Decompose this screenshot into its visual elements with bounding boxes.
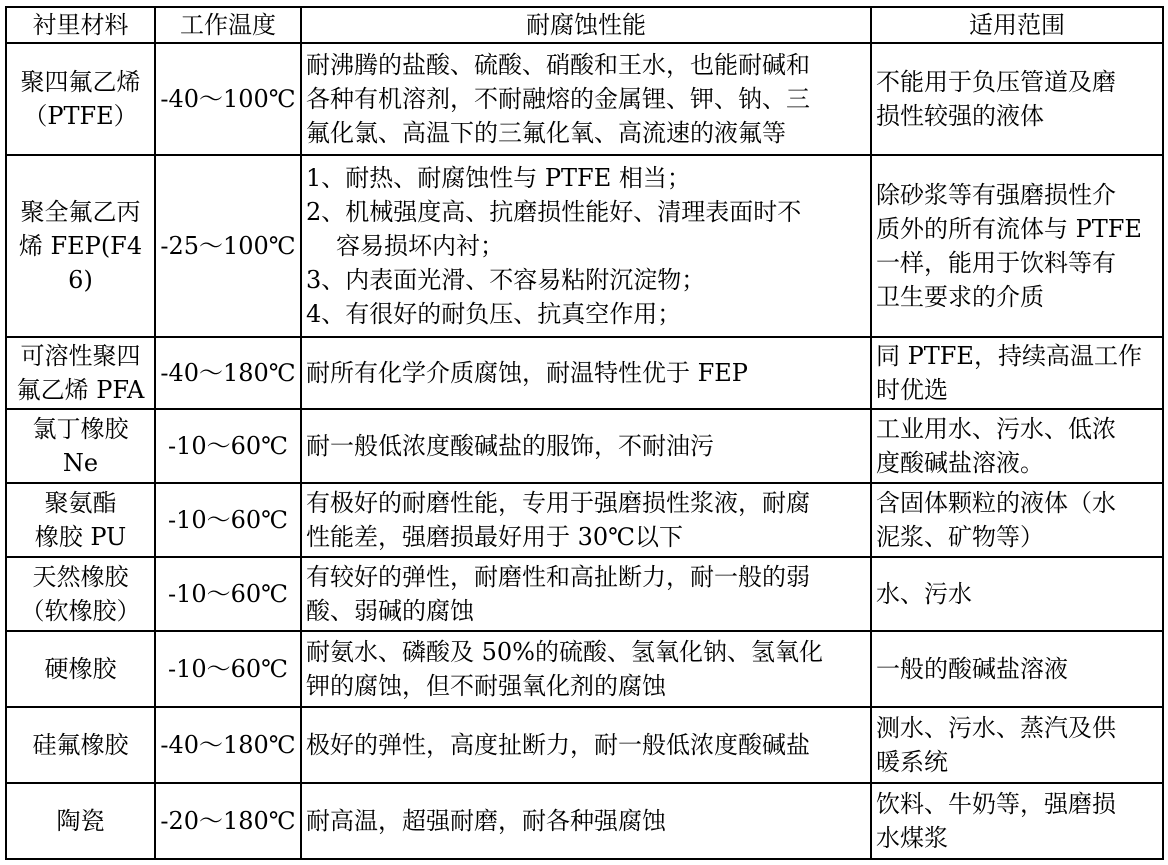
corrosion-cell-line: 3、内表面光滑、不容易粘附沉淀物； [306, 266, 706, 294]
material-cell-line: 橡胶 PU [34, 523, 127, 551]
material-cell [6, 409, 155, 483]
corrosion-cell [301, 43, 871, 155]
material-cell-line: 硅氟橡胶 [32, 731, 129, 759]
material-cell [6, 483, 155, 557]
material-cell-line: Ne [62, 449, 99, 477]
application-cell [871, 631, 1163, 707]
table-row [6, 707, 1163, 783]
table-row [6, 631, 1163, 707]
material-cell-line: 烯 FEP(F46) [18, 232, 143, 294]
header-temperature: 工作温度 [155, 7, 301, 43]
table-row [6, 483, 1163, 557]
header-material: 衬里材料 [6, 7, 155, 43]
material-cell [6, 631, 155, 707]
corrosion-cell [301, 409, 871, 483]
application-cell-line: 含固体颗粒的液体（水 [876, 489, 1116, 517]
application-cell [871, 707, 1163, 783]
material-cell [6, 783, 155, 859]
application-cell-line: 同 PTFE，持续高温工作 [876, 342, 1142, 370]
material-cell [6, 707, 155, 783]
application-cell-line: 度酸碱盐溶液。 [876, 449, 1044, 477]
corrosion-cell-line: 耐高温，超强耐磨，耐各种强腐蚀 [306, 807, 666, 835]
application-cell [871, 409, 1163, 483]
table-row [6, 337, 1163, 409]
header-corrosion: 耐腐蚀性能 [301, 7, 871, 43]
corrosion-cell-line: 1、耐热、耐腐蚀性与 PTFE 相当； [306, 164, 691, 192]
application-cell-line: 工业用水、污水、低浓 [876, 415, 1116, 443]
material-cell-line: 聚全氟乙丙 [20, 198, 141, 226]
corrosion-cell [301, 783, 871, 859]
table-row [6, 43, 1163, 155]
material-cell-line: 聚氨酯 [44, 489, 117, 517]
application-cell-line: 质外的所有流体与 PTFE [876, 215, 1142, 243]
application-cell-line: 水、污水 [876, 580, 972, 608]
temperature-cell: -25～100℃ [155, 155, 301, 337]
application-cell-line: 不能用于负压管道及磨 [876, 68, 1116, 96]
corrosion-cell-line: 有极好的耐磨性能，专用于强磨损性浆液，耐腐 [306, 489, 810, 517]
application-cell [871, 483, 1163, 557]
corrosion-cell-line: 2、机械强度高、抗磨损性能好、清理表面时不 [306, 198, 802, 226]
header-row [6, 7, 1163, 43]
application-cell-line: 损性较强的液体 [876, 102, 1044, 130]
temperature-cell: -40～180℃ [155, 337, 301, 409]
application-cell-line: 水煤浆 [876, 824, 948, 852]
corrosion-cell-line: 4、有很好的耐负压、抗真空作用； [306, 300, 682, 328]
table-row [6, 409, 1163, 483]
corrosion-cell-line: 各种有机溶剂，不耐融熔的金属锂、钾、钠、三 [306, 85, 810, 113]
application-cell [871, 43, 1163, 155]
material-cell-line: 氯丁橡胶 [32, 415, 129, 443]
material-cell-line: 可溶性聚四 [20, 342, 141, 370]
application-cell-line: 泥浆、矿物等） [876, 523, 1044, 551]
temperature-cell: -40～180℃ [155, 707, 301, 783]
application-cell-line: 一样，能用于饮料等有 [876, 249, 1116, 277]
application-cell [871, 557, 1163, 631]
material-cell-line: 聚四氟乙烯 [20, 68, 141, 96]
corrosion-cell [301, 707, 871, 783]
material-cell-line: 天然橡胶 [32, 563, 129, 591]
temperature-cell: -10～60℃ [155, 409, 301, 483]
corrosion-cell-line: 氟化氯、高温下的三氟化氧、高流速的液氟等 [306, 119, 786, 147]
lining-materials-table [5, 6, 1164, 860]
material-cell-line: （软橡胶） [20, 597, 141, 625]
application-cell-line: 一般的酸碱盐溶液 [876, 655, 1068, 683]
table-row [6, 155, 1163, 337]
temperature-cell: -20～180℃ [155, 783, 301, 859]
application-cell [871, 337, 1163, 409]
table-row [6, 557, 1163, 631]
corrosion-cell-line: 极好的弹性，高度扯断力，耐一般低浓度酸碱盐 [306, 731, 810, 759]
application-cell [871, 155, 1163, 337]
material-cell [6, 155, 155, 337]
application-cell-line: 饮料、牛奶等，强磨损 [876, 790, 1116, 818]
application-cell-line: 暖系统 [876, 748, 948, 776]
corrosion-cell [301, 557, 871, 631]
corrosion-cell-line: 耐所有化学介质腐蚀，耐温特性优于 FEP [306, 359, 748, 387]
material-cell-line: （PTFE） [23, 102, 138, 130]
corrosion-cell [301, 337, 871, 409]
corrosion-cell [301, 483, 871, 557]
material-cell [6, 337, 155, 409]
corrosion-cell-line: 容易损坏内衬； [336, 232, 504, 260]
corrosion-cell-line: 酸、弱碱的腐蚀 [306, 597, 474, 625]
material-cell-line: 硬橡胶 [44, 655, 117, 683]
corrosion-cell-line: 有较好的弹性，耐磨性和高扯断力，耐一般的弱 [306, 563, 810, 591]
application-cell-line: 时优选 [876, 376, 948, 404]
application-cell-line: 卫生要求的介质 [876, 283, 1044, 311]
corrosion-cell-line: 性能差，强磨损最好用于 30℃以下 [306, 523, 684, 551]
corrosion-cell-line: 耐一般低浓度酸碱盐的服饰，不耐油污 [306, 432, 714, 460]
material-cell [6, 557, 155, 631]
temperature-cell: -10～60℃ [155, 557, 301, 631]
corrosion-cell-line: 耐氨水、磷酸及 50%的硫酸、氢氧化钠、氢氧化 [306, 638, 823, 666]
material-cell [6, 43, 155, 155]
corrosion-cell [301, 155, 871, 337]
application-cell-line: 测水、污水、蒸汽及供 [876, 714, 1116, 742]
application-cell-line: 除砂浆等有强磨损性介 [876, 181, 1116, 209]
temperature-cell: -40～100℃ [155, 43, 301, 155]
temperature-cell: -10～60℃ [155, 631, 301, 707]
temperature-cell: -10～60℃ [155, 483, 301, 557]
material-cell-line: 氟乙烯 PFA [16, 376, 145, 404]
corrosion-cell-line: 耐沸腾的盐酸、硫酸、硝酸和王水，也能耐碱和 [306, 51, 810, 79]
header-application: 适用范围 [871, 7, 1163, 43]
corrosion-cell-line: 钾的腐蚀，但不耐强氧化剂的腐蚀 [306, 672, 666, 700]
material-cell-line: 陶瓷 [56, 807, 105, 835]
table-row [6, 783, 1163, 859]
application-cell [871, 783, 1163, 859]
corrosion-cell [301, 631, 871, 707]
